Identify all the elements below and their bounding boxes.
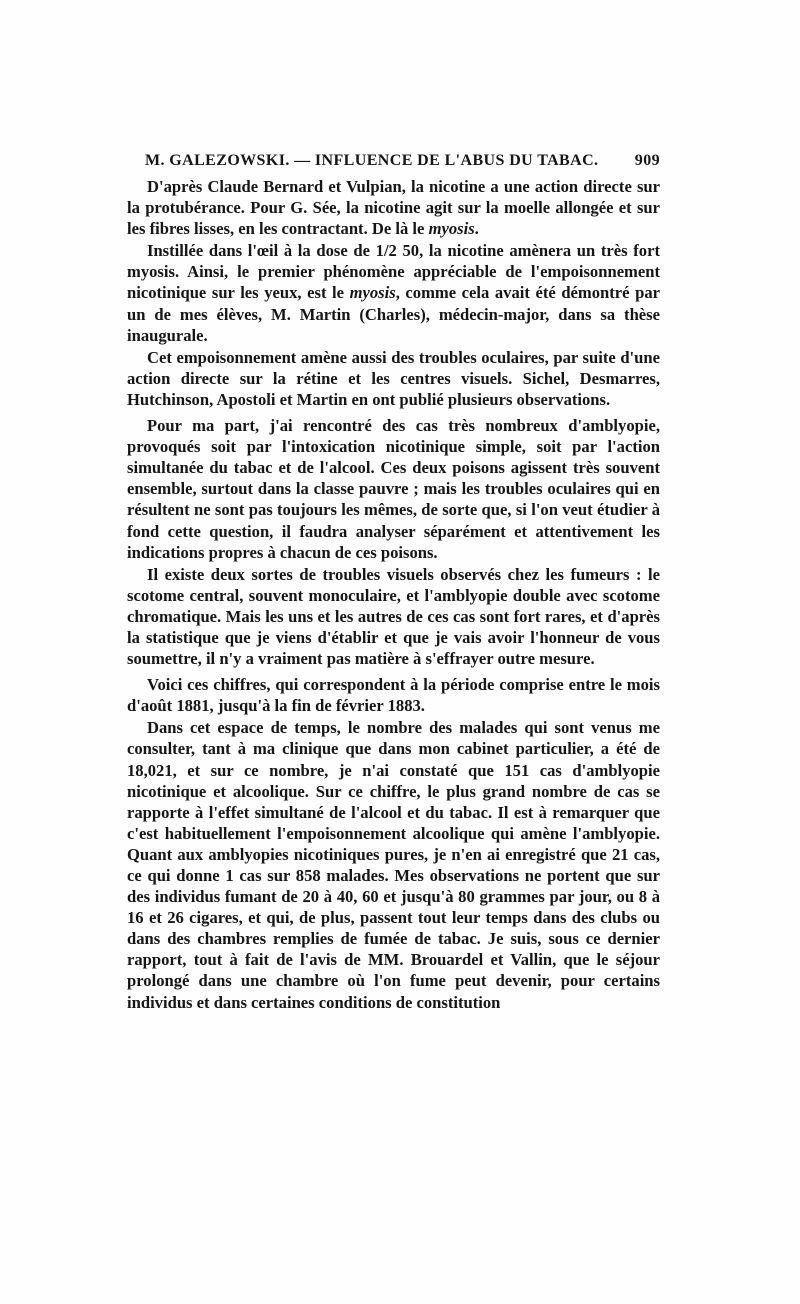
paragraph: Il existe deux sortes de troubles visuels observés chez les fumeurs : le scotome central, souvent monoculaire, et l'amblyopie double avec scotome chromatique. Mais les uns et les autres de ces cas sont fort rares, et d'après la statistique que je viens d'établir et que je vais avoir l'honneur de vous soumettre, il n'y a vraiment pas matière à s'effrayer outre mesure.	[127, 564, 660, 669]
paragraph-text: D'après Claude Bernard et Vulpian, la nicotine a une action directe sur la protubérance. Pour G. Sée, la nicotine agit sur la moelle allongée et sur les fibres lisses, en les contractant. De là le	[127, 177, 660, 239]
paragraph: Cet empoisonnement amène aussi des troubles oculaires, par suite d'une action directe sur la rétine et les centres visuels. Sichel, Desmarres, Hutchinson, Apostoli et Martin en ont publié plusieurs observations.	[127, 347, 660, 409]
paragraph-text: Instillée dans l'œil à la dose de 1/2 50, la nicotine amènera un très fort myosis. Ainsi, le premier phénomène appréciable de l'empoisonnement nicotinique sur les yeux, est le	[127, 241, 660, 303]
paragraph-text: , comme cela avait été démontré par un de mes élèves, M. Martin (Charles), médecin-major, dans sa thèse inaugurale.	[127, 283, 660, 345]
paragraph-text: .	[474, 219, 479, 239]
paragraph: Pour ma part, j'ai rencontré des cas très nombreux d'amblyopie, provoqués soit par l'intoxication nicotinique simple, soit par l'action simultanée du tabac et de l'alcool. Ces deux poisons agissent très souvent ensemble, surtout dans la classe pauvre ; mais les troubles oculaires qui en résultent ne sont pas toujours les mêmes, de sorte que, si l'on veut étudier à fond cette question, il faudra analyser séparément et attentivement les indications propres à chacun de ces poisons.	[127, 416, 660, 562]
body-text	[127, 176, 660, 1013]
book-page	[127, 152, 660, 1013]
paragraph: Voici ces chiffres, qui correspondent à la période comprise entre le mois d'août 1881, jusqu'à la fin de février 1883.	[127, 675, 660, 716]
page-number: 909	[634, 152, 660, 169]
running-title: M. GALEZOWSKI. — INFLUENCE DE L'ABUS DU TABAC.	[145, 152, 599, 169]
paragraph: Dans cet espace de temps, le nombre des malades qui sont venus me consulter, tant à ma clinique que dans mon cabinet particulier, a été de 18,021, et sur ce nombre, je n'ai constaté que 151 cas d'amblyopie nicotinique et alcoolique. Sur ce chiffre, le plus grand nombre de cas se rapporte à l'effet simultané de l'alcool et du tabac. Il est à remarquer que c'est habituellement l'empoisonnement alcoolique qui amène l'amblyopie. Quant aux amblyopies nicotiniques pures, je n'en ai enregistré que 21 cas, ce qui donne 1 cas sur 858 malades. Mes observations ne portent que sur des individus fumant de 20 à 40, 60 et jusqu'à 80 grammes par jour, ou 8 à 16 et 26 cigares, et qui, de plus, passent tout leur temps dans des clubs ou dans des chambres remplies de fumée de tabac. Je suis, sous ce dernier rapport, tout à fait de l'avis de MM. Brouardel et Vallin, que le séjour prolongé dans une chambre où l'on fume peut devenir, pour certains individus et dans certaines conditions de constitution	[127, 718, 660, 1012]
running-head	[127, 152, 660, 170]
emphasis-myosis: myosis	[349, 283, 396, 303]
emphasis-myosis: myosis	[428, 219, 475, 239]
paragraph	[127, 176, 660, 239]
paragraph	[127, 240, 660, 345]
